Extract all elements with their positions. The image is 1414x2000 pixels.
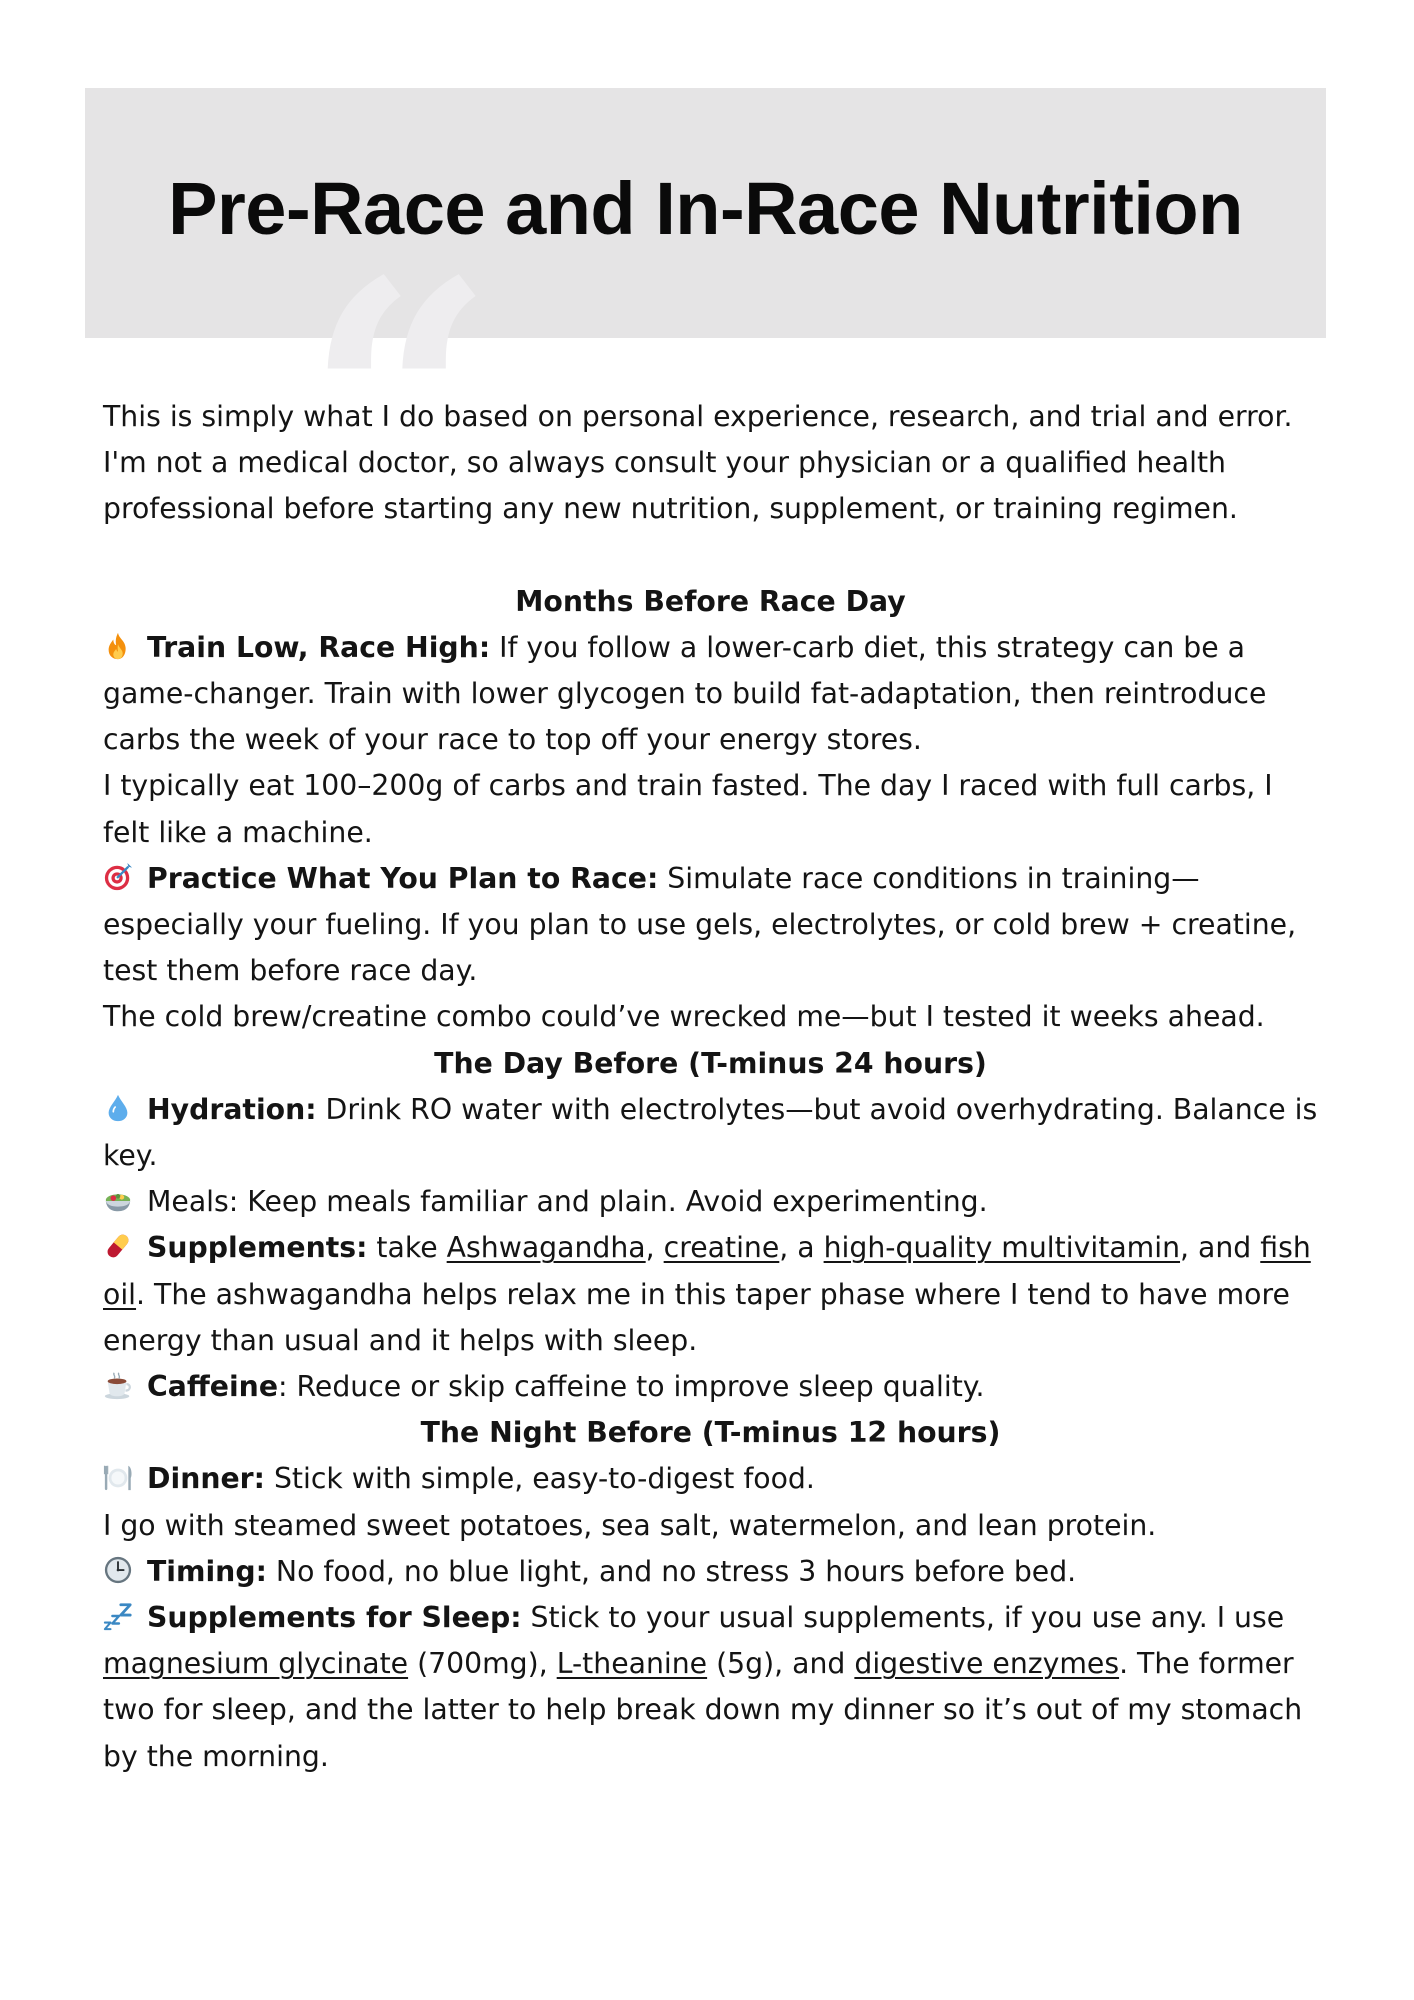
meals-text: Meals: Keep meals familiar and plain. Avoid experimenting. bbox=[147, 1185, 988, 1219]
sleep-text-3: (5g), and bbox=[707, 1647, 855, 1681]
train-low-note: I typically eat 100–200g of carbs and train fasted. The day I raced with full carbs, I felt like a machine. bbox=[103, 769, 1273, 849]
train-low-paragraph bbox=[103, 625, 1318, 764]
dinner-lead: Dinner: bbox=[147, 1462, 265, 1496]
l-theanine-link[interactable]: L-theanine bbox=[556, 1647, 708, 1681]
section-heading-months-before: Months Before Race Day bbox=[515, 584, 906, 618]
fish-oil-link[interactable]: fish oil bbox=[103, 1231, 1311, 1311]
supplements-text-2: , bbox=[645, 1231, 664, 1265]
practice-lead: Practice What You Plan to Race: bbox=[147, 861, 659, 895]
sleep-text-1: Stick to your usual supplements, if you use any. I use bbox=[521, 1601, 1285, 1635]
fork-knife-plate-icon bbox=[103, 1462, 133, 1492]
caffeine-text: : Reduce or skip caffeine to improve sleep quality. bbox=[278, 1370, 985, 1404]
section-heading-day-before: The Day Before (T-minus 24 hours) bbox=[434, 1046, 987, 1080]
dinner-text: Stick with simple, easy-to-digest food. bbox=[264, 1462, 815, 1496]
intro-paragraph: This is simply what I do based on personal experience, research, and trial and error. I'm not a medical doctor, so always consult your physician or a qualified health professional before starting any new nutrition, supplement, or training regimen. bbox=[103, 400, 1293, 526]
document-body bbox=[103, 394, 1318, 1780]
caffeine-lead: Caffeine bbox=[147, 1370, 279, 1404]
sleep-text-2: (700mg), bbox=[408, 1647, 557, 1681]
dinner-note: I go with steamed sweet potatoes, sea salt, watermelon, and lean protein. bbox=[103, 1508, 1157, 1542]
creatine-link[interactable]: creatine bbox=[663, 1231, 780, 1265]
supplements-text-1: take bbox=[367, 1231, 447, 1265]
dinner-paragraph bbox=[103, 1456, 1318, 1502]
supplements-lead: Supplements: bbox=[147, 1231, 368, 1265]
supplements-text-3: , a bbox=[779, 1231, 824, 1265]
caffeine-paragraph bbox=[103, 1364, 1318, 1410]
supplements-paragraph bbox=[103, 1225, 1318, 1364]
timing-paragraph bbox=[103, 1549, 1318, 1595]
train-low-lead: Train Low, Race High: bbox=[147, 630, 491, 664]
sleep-supplements-paragraph bbox=[103, 1595, 1318, 1780]
practice-note: The cold brew/creatine combo could’ve wrecked me—but I tested it weeks ahead. bbox=[103, 1000, 1265, 1034]
supplements-text-5: . The ashwagandha helps relax me in this taper phase where I tend to have more energy than usual and it helps with sleep. bbox=[103, 1277, 1290, 1357]
train-low-text: If you follow a lower-carb diet, this strategy can be a game-changer. Train with lower glycogen to build fat-adaptation, then reintroduce carbs the week of your race to top off your energy stores. bbox=[103, 630, 1267, 757]
hydration-lead: Hydration: bbox=[147, 1092, 317, 1126]
timing-lead: Timing: bbox=[147, 1554, 267, 1588]
sleep-supplements-lead: Supplements for Sleep: bbox=[147, 1601, 522, 1635]
meals-paragraph bbox=[103, 1179, 1318, 1225]
quote-mark-icon: “ bbox=[305, 209, 495, 597]
supplements-text-4: , and bbox=[1180, 1231, 1261, 1265]
hydration-paragraph bbox=[103, 1087, 1318, 1179]
practice-text: Simulate race conditions in training—especially your fueling. If you plan to use gels, electrolytes, or cold brew + creatine, test them before race day. bbox=[103, 861, 1297, 988]
droplet-icon bbox=[103, 1093, 133, 1123]
zzz-icon bbox=[103, 1601, 133, 1631]
timing-text: No food, no blue light, and no stress 3 hours before bed. bbox=[266, 1554, 1077, 1588]
digestive-enzymes-link[interactable]: digestive enzymes bbox=[854, 1647, 1120, 1681]
target-icon bbox=[103, 862, 133, 892]
clock-icon bbox=[103, 1555, 133, 1585]
sleep-text-4: . The former two for sleep, and the latter to help break down my dinner so it’s out of my stomach by the morning. bbox=[103, 1647, 1303, 1773]
fire-icon bbox=[103, 631, 133, 661]
ashwagandha-link[interactable]: Ashwagandha bbox=[446, 1231, 646, 1265]
coffee-icon bbox=[103, 1370, 133, 1400]
section-heading-night-before: The Night Before (T-minus 12 hours) bbox=[420, 1416, 1001, 1450]
document-title: Pre-Race and In-Race Nutrition bbox=[168, 167, 1243, 250]
pill-icon bbox=[103, 1231, 133, 1261]
practice-paragraph bbox=[103, 856, 1318, 995]
magnesium-glycinate-link[interactable]: magnesium glycinate bbox=[103, 1647, 409, 1681]
multivitamin-link[interactable]: high-quality multivitamin bbox=[823, 1231, 1181, 1265]
salad-icon bbox=[103, 1185, 133, 1215]
hydration-text: Drink RO water with electrolytes—but avoid overhydrating. Balance is key. bbox=[103, 1092, 1318, 1173]
